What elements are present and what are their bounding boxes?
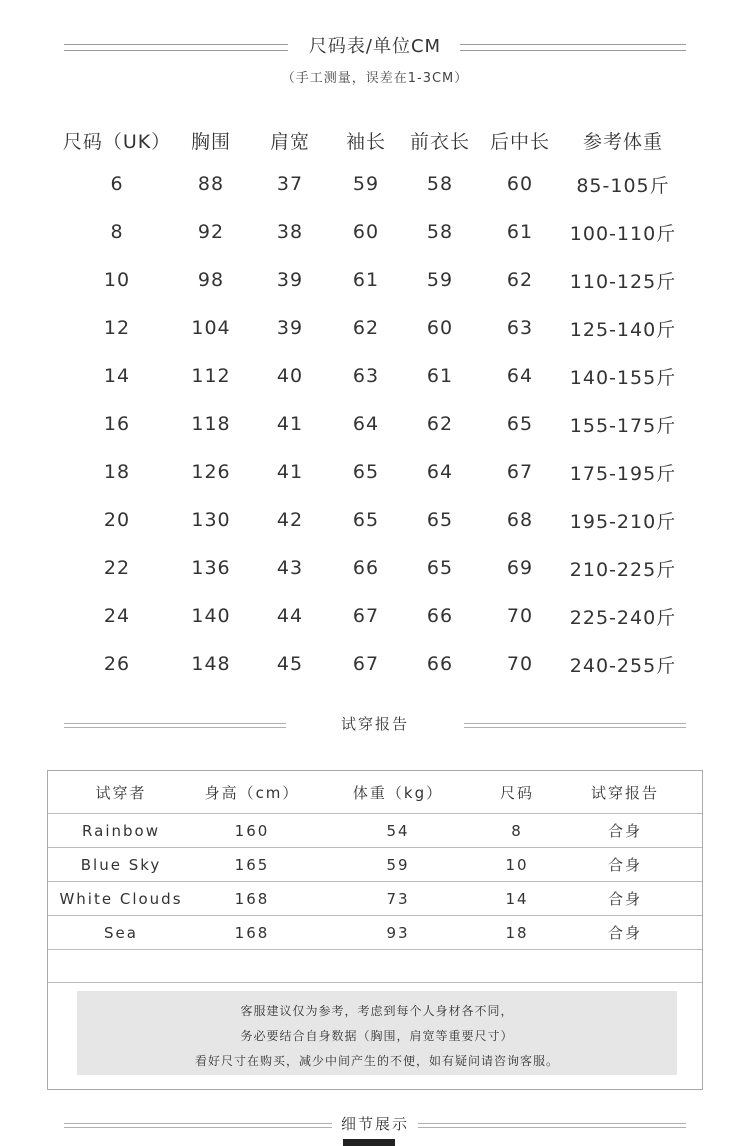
cell-size: 18	[103, 461, 131, 483]
col-chest: 胸围	[190, 130, 231, 153]
size-table	[58, 120, 688, 688]
notice-line: 看好尺寸在购买，减少中间产生的不便，如有疑问请咨询客服。	[194, 1054, 559, 1068]
cell-front-length: 59	[426, 269, 454, 291]
cell-front-length: 65	[426, 557, 454, 579]
cell-front-length: 58	[426, 173, 454, 195]
empty-row	[48, 950, 702, 983]
cell-body-weight: 59	[310, 848, 486, 882]
cell-front-length: 60	[426, 317, 454, 339]
try-on-table-header	[48, 771, 702, 814]
cell-back-length: 69	[506, 557, 534, 579]
cell-height: 168	[194, 882, 310, 916]
cell-report: 合身	[548, 916, 702, 950]
cell-front-length: 64	[426, 461, 454, 483]
cell-sleeve: 65	[352, 509, 380, 531]
cell-report: 合身	[548, 882, 702, 916]
cell-shoulder: 43	[276, 557, 304, 579]
cell-height: 168	[194, 916, 310, 950]
cell-tester: Sea	[48, 916, 194, 950]
cell-shoulder: 41	[276, 461, 304, 483]
cell-weight: 125-140斤	[569, 318, 677, 341]
cell-shoulder: 39	[276, 269, 304, 291]
cell-size: 12	[103, 317, 131, 339]
cell-tried-size: 8	[486, 814, 548, 848]
table-row	[58, 208, 688, 256]
table-row	[58, 448, 688, 496]
cell-size: 16	[103, 413, 131, 435]
table-row	[58, 304, 688, 352]
table-row	[48, 848, 702, 882]
cell-sleeve: 67	[352, 653, 380, 675]
cell-sleeve: 67	[352, 605, 380, 627]
cell-sleeve: 60	[352, 221, 380, 243]
cell-chest: 148	[191, 653, 231, 675]
table-row	[58, 160, 688, 208]
cell-shoulder: 39	[276, 317, 304, 339]
detail-section-title: 细节展示	[340, 1115, 409, 1133]
cell-weight: 175-195斤	[569, 462, 677, 485]
cell-shoulder: 38	[276, 221, 304, 243]
col-front-length: 前衣长	[409, 130, 470, 153]
cell-front-length: 66	[426, 653, 454, 675]
cell-sleeve: 66	[352, 557, 380, 579]
col-tester: 试穿者	[48, 771, 194, 814]
col-body-weight: 体重（kg）	[310, 771, 486, 814]
cell-chest: 98	[197, 269, 225, 291]
cell-size: 14	[103, 365, 131, 387]
size-chart-title: 尺码表/单位CM	[308, 36, 442, 57]
cell-shoulder: 44	[276, 605, 304, 627]
cell-size: 26	[103, 653, 131, 675]
cell-front-length: 65	[426, 509, 454, 531]
cell-weight: 85-105斤	[576, 174, 670, 197]
table-row	[48, 882, 702, 916]
col-back-length: 后中长	[489, 130, 550, 153]
table-row	[48, 916, 702, 950]
cell-back-length: 63	[506, 317, 534, 339]
table-row	[58, 544, 688, 592]
col-shoulder: 肩宽	[269, 130, 310, 153]
cell-weight: 225-240斤	[569, 606, 677, 629]
table-row	[58, 400, 688, 448]
cell-sleeve: 62	[352, 317, 380, 339]
cell-chest: 104	[191, 317, 231, 339]
notice-line: 务必要结合自身数据（胸围，肩宽等重要尺寸）	[240, 1029, 514, 1043]
cell-back-length: 68	[506, 509, 534, 531]
cell-tried-size: 18	[486, 916, 548, 950]
cell-chest: 112	[191, 365, 231, 387]
table-row	[58, 592, 688, 640]
cell-weight: 240-255斤	[569, 654, 677, 677]
cell-sleeve: 59	[352, 173, 380, 195]
cell-sleeve: 63	[352, 365, 380, 387]
col-tried-size: 尺码	[486, 771, 548, 814]
cell-report: 合身	[548, 848, 702, 882]
section-underline-bar	[343, 1139, 395, 1146]
cell-body-weight: 73	[310, 882, 486, 916]
cell-chest: 88	[197, 173, 225, 195]
cell-weight: 155-175斤	[569, 414, 677, 437]
cell-tester: Rainbow	[48, 814, 194, 848]
table-row	[58, 352, 688, 400]
measurement-note: （手工测量，误差在1-3CM）	[281, 71, 469, 86]
cell-body-weight: 93	[310, 916, 486, 950]
cell-weight: 140-155斤	[569, 366, 677, 389]
table-row	[58, 256, 688, 304]
col-weight: 参考体重	[582, 130, 663, 153]
table-row	[58, 496, 688, 544]
cell-size: 6	[110, 173, 124, 195]
try-on-section-title: 试穿报告	[340, 715, 409, 733]
cell-shoulder: 40	[276, 365, 304, 387]
cell-back-length: 62	[506, 269, 534, 291]
cell-sleeve: 61	[352, 269, 380, 291]
cell-chest: 92	[197, 221, 225, 243]
cell-chest: 118	[191, 413, 231, 435]
col-report: 试穿报告	[548, 771, 702, 814]
cell-height: 165	[194, 848, 310, 882]
cell-shoulder: 42	[276, 509, 304, 531]
cell-tried-size: 14	[486, 882, 548, 916]
notice-line: 客服建议仅为参考，考虑到每个人身材各不同，	[240, 1004, 514, 1018]
table-row	[58, 640, 688, 688]
cell-shoulder: 41	[276, 413, 304, 435]
cell-front-length: 61	[426, 365, 454, 387]
col-size: 尺码（UK）	[62, 130, 172, 153]
cell-front-length: 66	[426, 605, 454, 627]
cell-tester: White Clouds	[48, 882, 194, 916]
cell-height: 160	[194, 814, 310, 848]
cell-tried-size: 10	[486, 848, 548, 882]
cell-body-weight: 54	[310, 814, 486, 848]
cell-back-length: 61	[506, 221, 534, 243]
cell-back-length: 65	[506, 413, 534, 435]
cell-front-length: 62	[426, 413, 454, 435]
cell-weight: 110-125斤	[569, 270, 677, 293]
cell-sleeve: 65	[352, 461, 380, 483]
cell-back-length: 70	[506, 653, 534, 675]
cell-back-length: 64	[506, 365, 534, 387]
cell-size: 8	[110, 221, 124, 243]
cell-tester: Blue Sky	[48, 848, 194, 882]
size-table-header	[58, 120, 688, 160]
table-row	[48, 814, 702, 848]
cell-back-length: 67	[506, 461, 534, 483]
cell-size: 22	[103, 557, 131, 579]
cell-shoulder: 37	[276, 173, 304, 195]
size-chart-title-row	[0, 35, 750, 59]
cell-weight: 100-110斤	[569, 222, 677, 245]
cell-chest: 126	[191, 461, 231, 483]
try-on-table	[48, 771, 702, 983]
cell-front-length: 58	[426, 221, 454, 243]
cell-shoulder: 45	[276, 653, 304, 675]
cell-weight: 195-210斤	[569, 510, 677, 533]
cell-size: 20	[103, 509, 131, 531]
col-height: 身高（cm）	[194, 771, 310, 814]
cell-report: 合身	[548, 814, 702, 848]
cell-back-length: 70	[506, 605, 534, 627]
try-on-section-header	[0, 714, 750, 734]
cell-chest: 140	[191, 605, 231, 627]
detail-section-header	[0, 1114, 750, 1134]
col-sleeve: 袖长	[345, 130, 386, 153]
cell-chest: 136	[191, 557, 231, 579]
cell-size: 10	[103, 269, 131, 291]
cell-back-length: 60	[506, 173, 534, 195]
size-advice-notice	[77, 991, 677, 1075]
cell-chest: 130	[191, 509, 231, 531]
try-on-report-box	[47, 770, 703, 1090]
cell-size: 24	[103, 605, 131, 627]
cell-sleeve: 64	[352, 413, 380, 435]
cell-weight: 210-225斤	[569, 558, 677, 581]
